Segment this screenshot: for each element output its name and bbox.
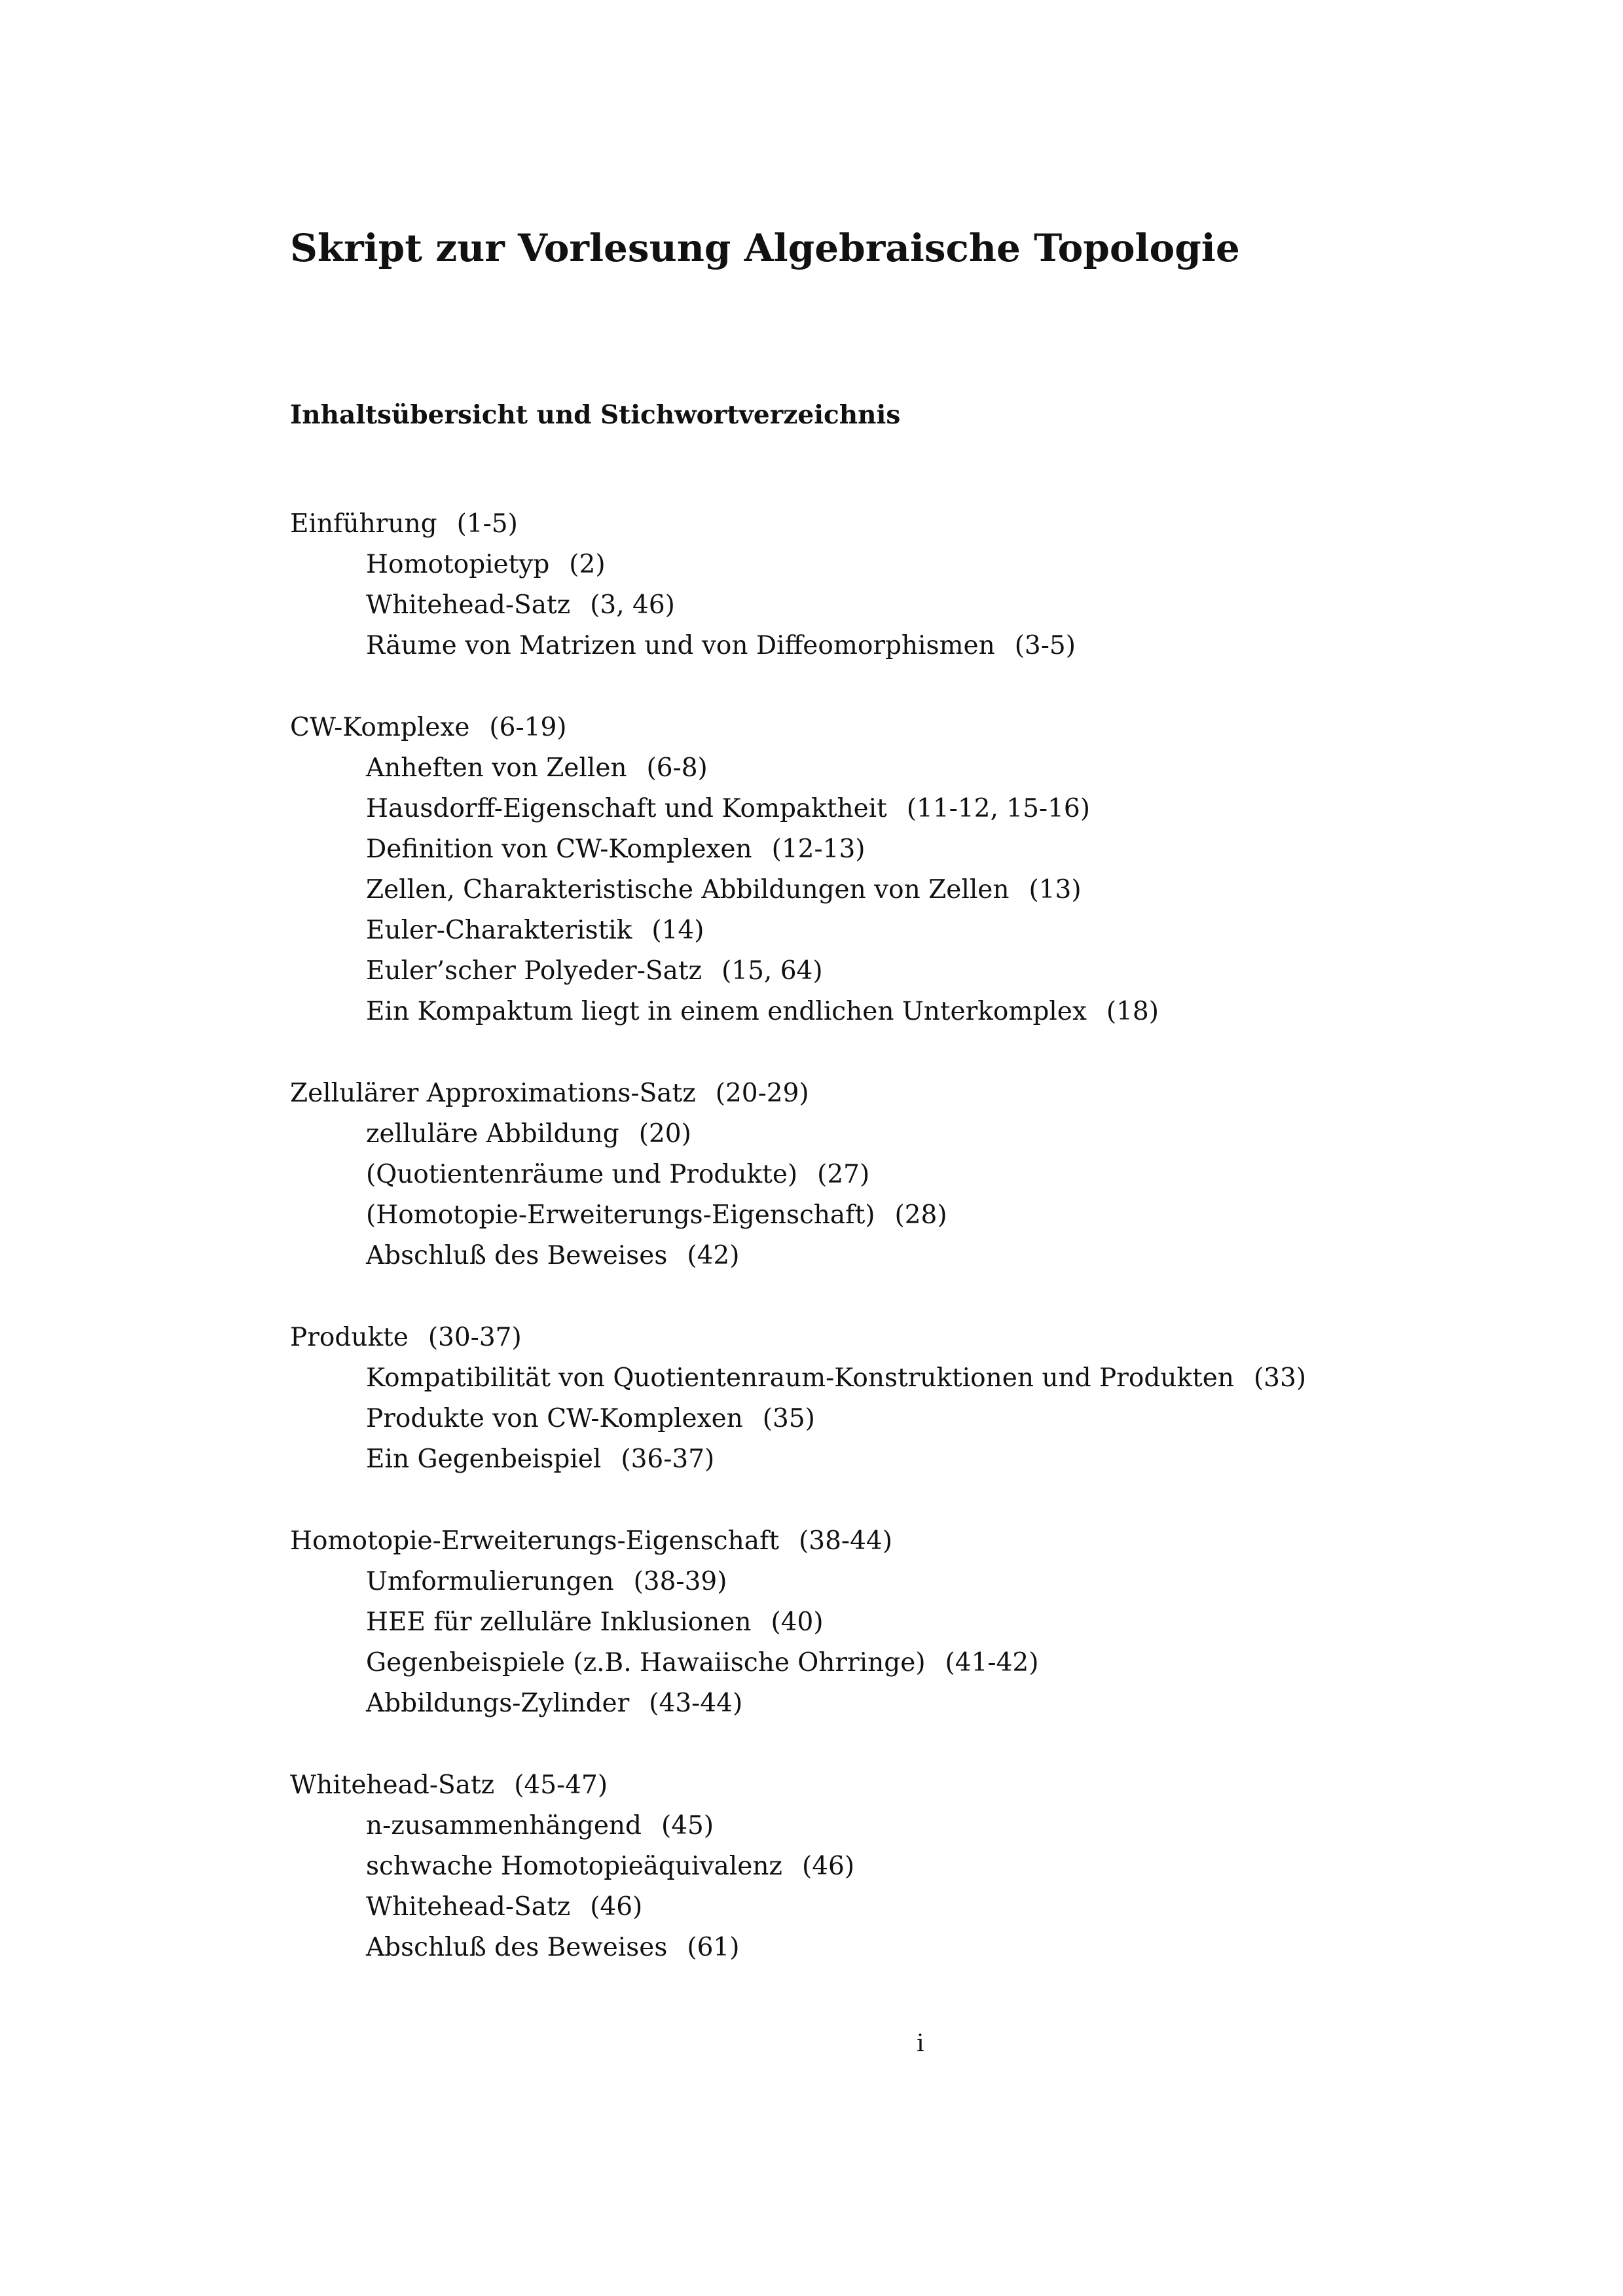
topic-label: Abbildungs-Zylinder (366, 1689, 630, 1718)
topic-label: Whitehead-Satz (366, 590, 571, 620)
chapter-label: Whitehead-Satz (290, 1770, 495, 1800)
chapter-label: CW-Komplexe (290, 713, 470, 742)
toc-topic-entry (290, 1683, 1534, 1724)
toc-chapter-entry (290, 504, 1534, 545)
page-range: (46) (801, 1852, 855, 1881)
topic-label: HEE für zelluläre Inklusionen (366, 1607, 752, 1637)
toc-chapter-entry (290, 1521, 1534, 1562)
toc-chapter-entry (290, 708, 1534, 748)
topic-label: Abschluß des Beweises (366, 1241, 668, 1270)
toc-topic-entry (290, 992, 1534, 1032)
topic-label: Hausdorff-Eigenschaft und Kompaktheit (366, 794, 887, 823)
page-range: (2) (569, 550, 606, 579)
topic-label: Homotopietyp (366, 550, 550, 579)
page-range: (20-29) (715, 1079, 809, 1108)
toc-topic-entry (290, 1928, 1534, 1968)
topic-label: schwache Homotopieäquivalenz (366, 1852, 782, 1881)
topic-label: Whitehead-Satz (366, 1892, 571, 1922)
topic-label: Ein Kompaktum liegt in einem endlichen Unterkomplex (366, 997, 1087, 1026)
chapter-label: Homotopie-Erweiterungs-Eigenschaft (290, 1526, 780, 1556)
topic-label: Ein Gegenbeispiel (366, 1444, 602, 1474)
topic-label: (Quotientenräume und Produkte) (366, 1160, 798, 1189)
toc-section (290, 504, 1534, 666)
toc-topic-entry (290, 1846, 1534, 1887)
topic-label: Umformulierungen (366, 1567, 614, 1596)
page-range: (14) (651, 916, 704, 945)
toc-topic-entry (290, 545, 1534, 585)
toc-topic-entry (290, 1439, 1534, 1480)
toc-topic-entry (290, 829, 1534, 870)
toc-topic-entry (290, 1602, 1534, 1643)
page-range: (38-44) (799, 1526, 892, 1556)
page-range: (27) (817, 1160, 870, 1189)
page-range: (28) (894, 1200, 947, 1230)
topic-label: Räume von Matrizen und von Diffeomorphismen (366, 631, 995, 660)
toc-topic-entry (290, 870, 1534, 910)
toc-section (290, 708, 1534, 1032)
page-range: (35) (762, 1404, 815, 1433)
page-range: (3-5) (1014, 631, 1076, 660)
toc-section (290, 1073, 1534, 1276)
toc-topic-entry (290, 910, 1534, 951)
page-range: (18) (1106, 997, 1159, 1026)
page-range: (61) (687, 1933, 740, 1962)
topic-label: zelluläre Abbildung (366, 1119, 619, 1149)
document-title: Skript zur Vorlesung Algebraische Topologie (290, 226, 1240, 270)
page-range: (46) (590, 1892, 643, 1922)
toc-topic-entry (290, 1806, 1534, 1846)
page-range: (3, 46) (590, 590, 675, 620)
page-range: (33) (1253, 1363, 1306, 1393)
toc-topic-entry (290, 1643, 1534, 1683)
page-range: (20) (638, 1119, 691, 1149)
toc-chapter-entry (290, 1073, 1534, 1114)
topic-label: Gegenbeispiele (z.B. Hawaiische Ohrringe) (366, 1648, 926, 1677)
topic-label: Definition von CW-Komplexen (366, 834, 752, 864)
page-range: (45-47) (514, 1770, 608, 1800)
page-range: (13) (1029, 875, 1082, 905)
page-range: (43-44) (649, 1689, 743, 1718)
toc-topic-entry (290, 789, 1534, 829)
toc-topic-entry (290, 951, 1534, 992)
document-subtitle: Inhaltsübersicht und Stichwortverzeichnis (290, 400, 901, 430)
page-range: (6-8) (646, 753, 708, 783)
page-range: (6-19) (489, 713, 567, 742)
page-range: (45) (661, 1811, 714, 1840)
page-range: (11-12, 15-16) (906, 794, 1090, 823)
topic-label: Anheften von Zellen (366, 753, 627, 783)
toc-section (290, 1765, 1534, 1968)
topic-label: Kompatibilität von Quotientenraum-Konstruktionen und Produkten (366, 1363, 1234, 1393)
topic-label: Euler-Charakteristik (366, 916, 632, 945)
toc-topic-entry (290, 1155, 1534, 1195)
page-range: (1-5) (456, 509, 518, 539)
toc-topic-entry (290, 1887, 1534, 1928)
page-range: (36-37) (621, 1444, 715, 1474)
table-of-contents (290, 504, 1534, 2009)
chapter-label: Einführung (290, 509, 437, 539)
toc-topic-entry (290, 1236, 1534, 1276)
toc-topic-entry (290, 1358, 1534, 1399)
toc-section (290, 1318, 1534, 1480)
toc-section (290, 1521, 1534, 1724)
page-range: (42) (687, 1241, 740, 1270)
chapter-label: Produkte (290, 1323, 409, 1352)
toc-topic-entry (290, 1399, 1534, 1439)
page-range: (30-37) (428, 1323, 522, 1352)
toc-topic-entry (290, 748, 1534, 789)
toc-chapter-entry (290, 1765, 1534, 1806)
page-range: (38-39) (633, 1567, 727, 1596)
toc-topic-entry (290, 626, 1534, 666)
toc-topic-entry (290, 585, 1534, 626)
toc-topic-entry (290, 1114, 1534, 1155)
page-range: (40) (771, 1607, 824, 1637)
toc-topic-entry (290, 1195, 1534, 1236)
topic-label: n-zusammenhängend (366, 1811, 642, 1840)
page-range: (41-42) (945, 1648, 1039, 1677)
topic-label: (Homotopie-Erweiterungs-Eigenschaft) (366, 1200, 875, 1230)
page-range: (15, 64) (721, 956, 823, 986)
page-number: i (917, 2030, 924, 2057)
toc-topic-entry (290, 1562, 1534, 1602)
chapter-label: Zellulärer Approximations-Satz (290, 1079, 696, 1108)
topic-label: Abschluß des Beweises (366, 1933, 668, 1962)
topic-label: Produkte von CW-Komplexen (366, 1404, 743, 1433)
toc-chapter-entry (290, 1318, 1534, 1358)
topic-label: Zellen, Charakteristische Abbildungen von Zellen (366, 875, 1010, 905)
page-range: (12-13) (771, 834, 866, 864)
topic-label: Euler’scher Polyeder-Satz (366, 956, 702, 986)
